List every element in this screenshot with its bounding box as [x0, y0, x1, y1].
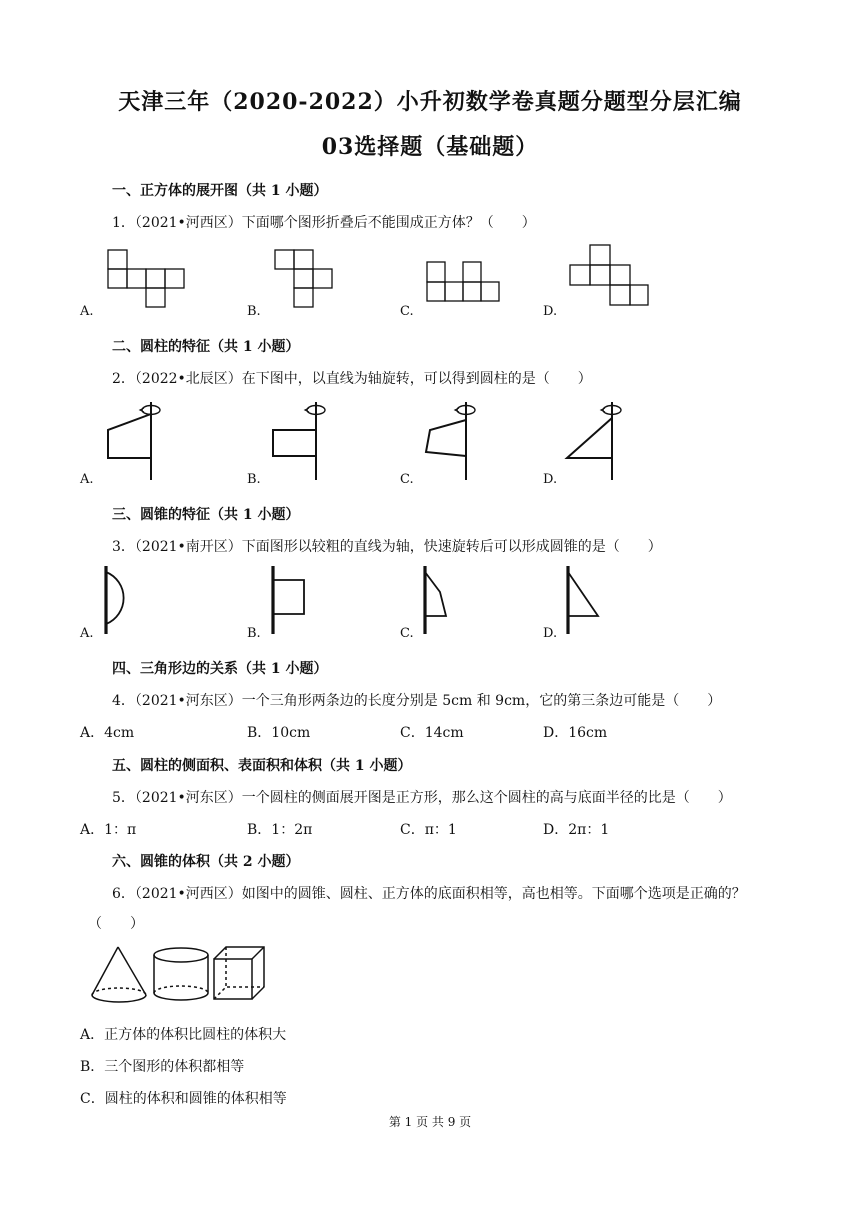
trapezoid-figure [420, 566, 470, 636]
page-subtitle: 03选择题（基础题） [321, 134, 539, 160]
cube-net-figure-b [275, 250, 335, 308]
semicircle-figure [100, 566, 150, 636]
answer-option-c[interactable]: C．圆柱的体积和圆锥的体积相等 [80, 1091, 287, 1107]
option-label[interactable]: C. [400, 626, 414, 641]
option-label[interactable]: C. [400, 304, 414, 319]
answer-option-b[interactable]: B．1：2π [247, 822, 313, 838]
option-label[interactable]: A. [80, 304, 94, 319]
answer-option-c[interactable]: C．π：1 [400, 822, 457, 838]
rotation-figure-d [562, 400, 632, 480]
cube-net-figure-c [427, 262, 502, 302]
rotation-figure-c [420, 400, 490, 480]
rotation-figure-a [100, 400, 170, 480]
option-label[interactable]: A. [80, 626, 94, 641]
section-heading: 六、圆锥的体积（共 2 小题） [112, 854, 300, 870]
answer-option-d[interactable]: D．16cm [543, 725, 608, 741]
answer-option-a[interactable]: A．正方体的体积比圆柱的体积大 [80, 1027, 287, 1043]
option-label[interactable]: C. [400, 472, 414, 487]
option-label[interactable]: B. [247, 626, 261, 641]
question-text: 2．（2022•北辰区）在下图中，以直线为轴旋转，可以得到圆柱的是（ ） [112, 371, 592, 387]
option-label[interactable]: A. [80, 472, 94, 487]
triangle-figure [562, 566, 612, 636]
answer-option-b[interactable]: B．三个图形的体积都相等 [80, 1059, 245, 1075]
page-title: 天津三年（2020-2022）小升初数学卷真题分题型分层汇编 [118, 89, 742, 115]
option-label[interactable]: B. [247, 472, 261, 487]
cube-net-figure-a [108, 250, 186, 308]
option-label[interactable]: D. [543, 472, 558, 487]
rectangle-figure [268, 566, 318, 636]
question-answer-blank: （ ） [88, 916, 144, 932]
section-heading: 一、正方体的展开图（共 1 小题） [112, 183, 328, 199]
question-text: 1．（2021•河西区）下面哪个图形折叠后不能围成正方体？（ ） [112, 215, 536, 231]
section-heading: 三、圆锥的特征（共 1 小题） [112, 507, 300, 523]
answer-option-a[interactable]: A．1：π [80, 822, 137, 838]
question-text: 3．（2021•南开区）下面图形以较粗的直线为轴，快速旋转后可以形成圆锥的是（ ） [112, 539, 662, 555]
question-text: 4．（2021•河东区）一个三角形两条边的长度分别是 5cm 和 9cm，它的第三条边可能是（ ） [112, 693, 722, 709]
option-label[interactable]: B. [247, 304, 261, 319]
cube-net-figure-d [570, 245, 650, 307]
answer-option-c[interactable]: C．14cm [400, 725, 464, 741]
answer-option-a[interactable]: A．4cm [80, 725, 135, 741]
question-text: 6．（2021•河西区）如图中的圆锥、圆柱、正方体的底面积相等，高也相等。下面哪个选项是正确的？ [112, 886, 746, 902]
section-heading: 四、三角形边的关系（共 1 小题） [112, 661, 328, 677]
answer-option-d[interactable]: D．2π：1 [543, 822, 610, 838]
section-heading: 二、圆柱的特征（共 1 小题） [112, 339, 300, 355]
cone-cylinder-cube-figure [88, 945, 270, 1005]
section-heading: 五、圆柱的侧面积、表面积和体积（共 1 小题） [112, 758, 412, 774]
option-label[interactable]: D. [543, 626, 558, 641]
rotation-figure-b [268, 400, 338, 480]
answer-option-b[interactable]: B．10cm [247, 725, 311, 741]
option-label[interactable]: D. [543, 304, 558, 319]
page-number-footer: 第 1 页 共 9 页 [388, 1115, 472, 1129]
question-text: 5．（2021•河东区）一个圆柱的侧面展开图是正方形，那么这个圆柱的高与底面半径的比是（ ） [112, 790, 732, 806]
